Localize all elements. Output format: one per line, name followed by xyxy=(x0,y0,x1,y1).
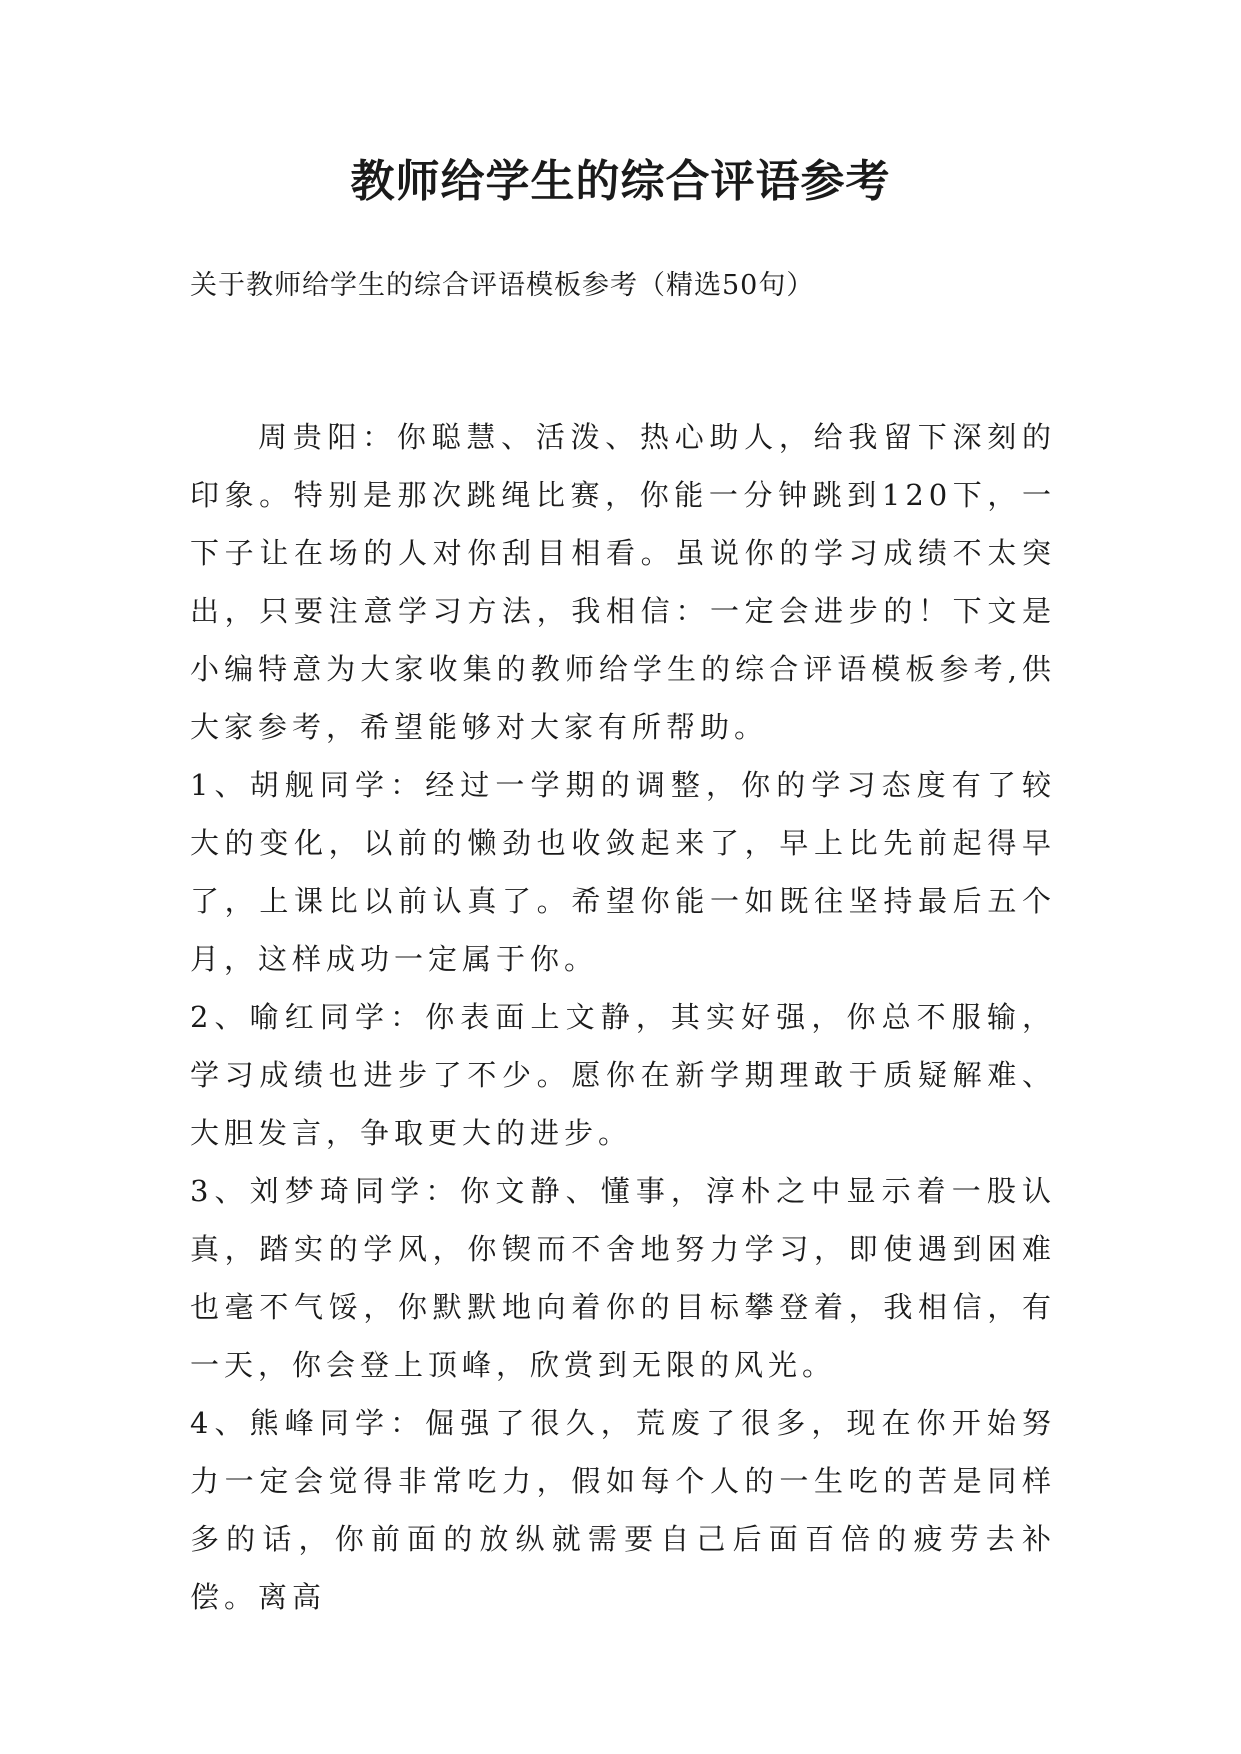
intro-paragraph: 周贵阳：你聪慧、活泼、热心助人，给我留下深刻的印象。特别是那次跳绳比赛，你能一分钟跳到120下，一下子让在场的人对你刮目相看。虽说你的学习成绩不太突出，只要注意学习方法，我相信：一定会进步的！下文是小编特意为大家收集的教师给学生的综合评语模板参考,供大家参考，希望能够对大家有所帮助。 xyxy=(190,420,1056,744)
comment-paragraph-1: 1、胡舰同学：经过一学期的调整，你的学习态度有了较大的变化，以前的懒劲也收敛起来了，早上比先前起得早了，上课比以前认真了。希望你能一如既往坚持最后五个月，这样成功一定属于你。 xyxy=(190,768,1056,976)
comment-paragraph-3: 3、刘梦琦同学：你文静、懂事，淳朴之中显示着一股认真，踏实的学风，你锲而不舍地努力学习，即使遇到困难也毫不气馁，你默默地向着你的目标攀登着，我相信，有一天，你会登上顶峰，欣赏到无限的风光。 xyxy=(190,1174,1056,1382)
document-body xyxy=(190,408,1056,1626)
document-title: 教师给学生的综合评语参考 xyxy=(350,156,891,207)
comment-paragraph-4: 4、熊峰同学：倔强了很久，荒废了很多，现在你开始努力一定会觉得非常吃力，假如每个人的一生吃的苦是同样多的话，你前面的放纵就需要自己后面百倍的疲劳去补偿。离高 xyxy=(190,1406,1056,1614)
comment-paragraph-2: 2、喻红同学：你表面上文静，其实好强，你总不服输，学习成绩也进步了不少。愿你在新学期理敢于质疑解难、大胆发言，争取更大的进步。 xyxy=(190,1000,1056,1150)
document-subtitle: 关于教师给学生的综合评语模板参考（精选50句） xyxy=(190,270,815,301)
